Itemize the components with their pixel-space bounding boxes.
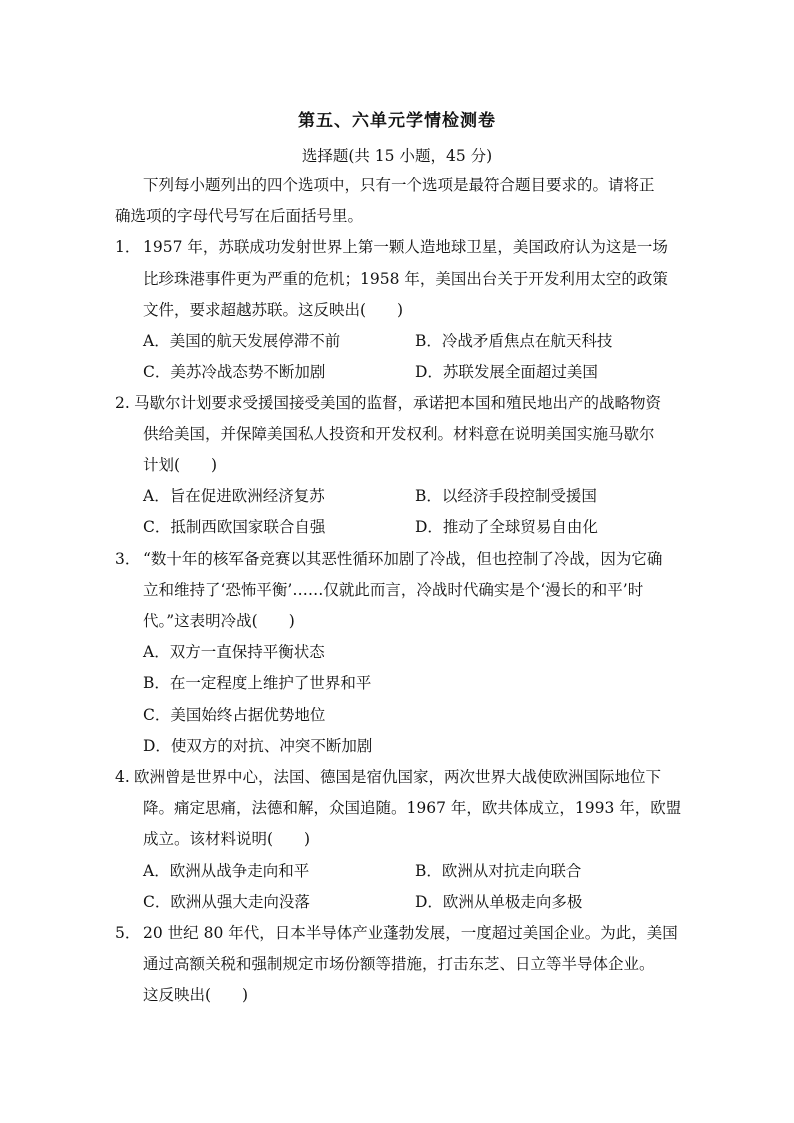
option-b: B．在一定程度上维护了世界和平 bbox=[143, 674, 372, 692]
page-title: 第五、六单元学情检测卷 bbox=[298, 111, 496, 131]
question-number: 3． bbox=[115, 550, 141, 568]
question-number: 5． bbox=[115, 924, 141, 942]
option-b: B．欧洲从对抗走向联合 bbox=[415, 862, 582, 880]
instructions-line-2: 确选项的字母代号写在后面括号里。 bbox=[115, 207, 364, 225]
option-d: D．推动了全球贸易自由化 bbox=[415, 518, 598, 536]
option-d: D．苏联发展全面超过美国 bbox=[415, 363, 598, 381]
question-text-line: 成立。该材料说明( ) bbox=[143, 830, 311, 848]
option-c: C．美苏冷战态势不断加剧 bbox=[143, 363, 326, 381]
question-number: 4. bbox=[115, 768, 130, 786]
question-text-line: 立和维持了‘恐怖平衡’……仅就此而言，冷战时代确实是个‘漫长的和平’时 bbox=[143, 581, 644, 599]
question-text-line: 文件，要求超越苏联。这反映出( ) bbox=[143, 301, 404, 319]
question-text-line: 通过高额关税和强制规定市场份额等措施，打击东芝、日立等半导体企业。 bbox=[143, 955, 655, 973]
option-c: C．欧洲从强大走向没落 bbox=[143, 893, 310, 911]
section-header: 选择题(共 15 小题，45 分) bbox=[301, 147, 493, 165]
option-a: A．双方一直保持平衡状态 bbox=[143, 643, 325, 661]
question-text-line: 代。”这表明冷战( ) bbox=[143, 612, 295, 630]
option-a: A．旨在促进欧洲经济复苏 bbox=[143, 487, 325, 505]
question-text-line: 比珍珠港事件更为严重的危机；1958 年，美国出台关于开发利用太空的政策 bbox=[143, 270, 668, 288]
question-number: 2. bbox=[115, 394, 130, 412]
question-text-line: 马歇尔计划要求受援国接受美国的监督，承诺把本国和殖民地出产的战略物资 bbox=[134, 394, 662, 412]
option-d: D．欧洲从单极走向多极 bbox=[415, 893, 583, 911]
option-c: C．美国始终占据优势地位 bbox=[143, 706, 326, 724]
question-text-line: 欧洲曾是世界中心，法国、德国是宿仇国家，两次世界大战使欧洲国际地位下 bbox=[134, 768, 662, 786]
option-c: C．抵制西欧国家联合自强 bbox=[143, 518, 326, 536]
question-text-line: 计划( ) bbox=[143, 456, 218, 474]
question-text-line: “数十年的核军备竞赛以其恶性循环加剧了冷战，但也控制了冷战，因为它确 bbox=[143, 550, 663, 568]
question-text-line: 降。痛定思痛，法德和解，众国追随。1967 年，欧共体成立，1993 年，欧盟 bbox=[143, 799, 682, 817]
question-number: 1． bbox=[115, 238, 141, 256]
option-a: A．欧洲从战争走向和平 bbox=[143, 862, 310, 880]
option-d: D．使双方的对抗、冲突不断加剧 bbox=[143, 737, 373, 755]
option-a: A．美国的航天发展停滞不前 bbox=[143, 332, 341, 350]
option-b: B．冷战矛盾焦点在航天科技 bbox=[415, 332, 613, 350]
question-text-line: 这反映出( ) bbox=[143, 986, 249, 1004]
question-text-line: 20 世纪 80 年代，日本半导体产业蓬勃发展，一度超过美国企业。为此，美国 bbox=[143, 924, 678, 942]
question-text-line: 1957 年，苏联成功发射世界上第一颗人造地球卫星，美国政府认为这是一场 bbox=[143, 238, 668, 256]
instructions-line-1: 下列每小题列出的四个选项中，只有一个选项是最符合题目要求的。请将正 bbox=[143, 176, 655, 194]
question-text-line: 供给美国，并保障美国私人投资和开发权利。材料意在说明美国实施马歇尔 bbox=[143, 425, 655, 443]
option-b: B．以经济手段控制受援国 bbox=[415, 487, 597, 505]
